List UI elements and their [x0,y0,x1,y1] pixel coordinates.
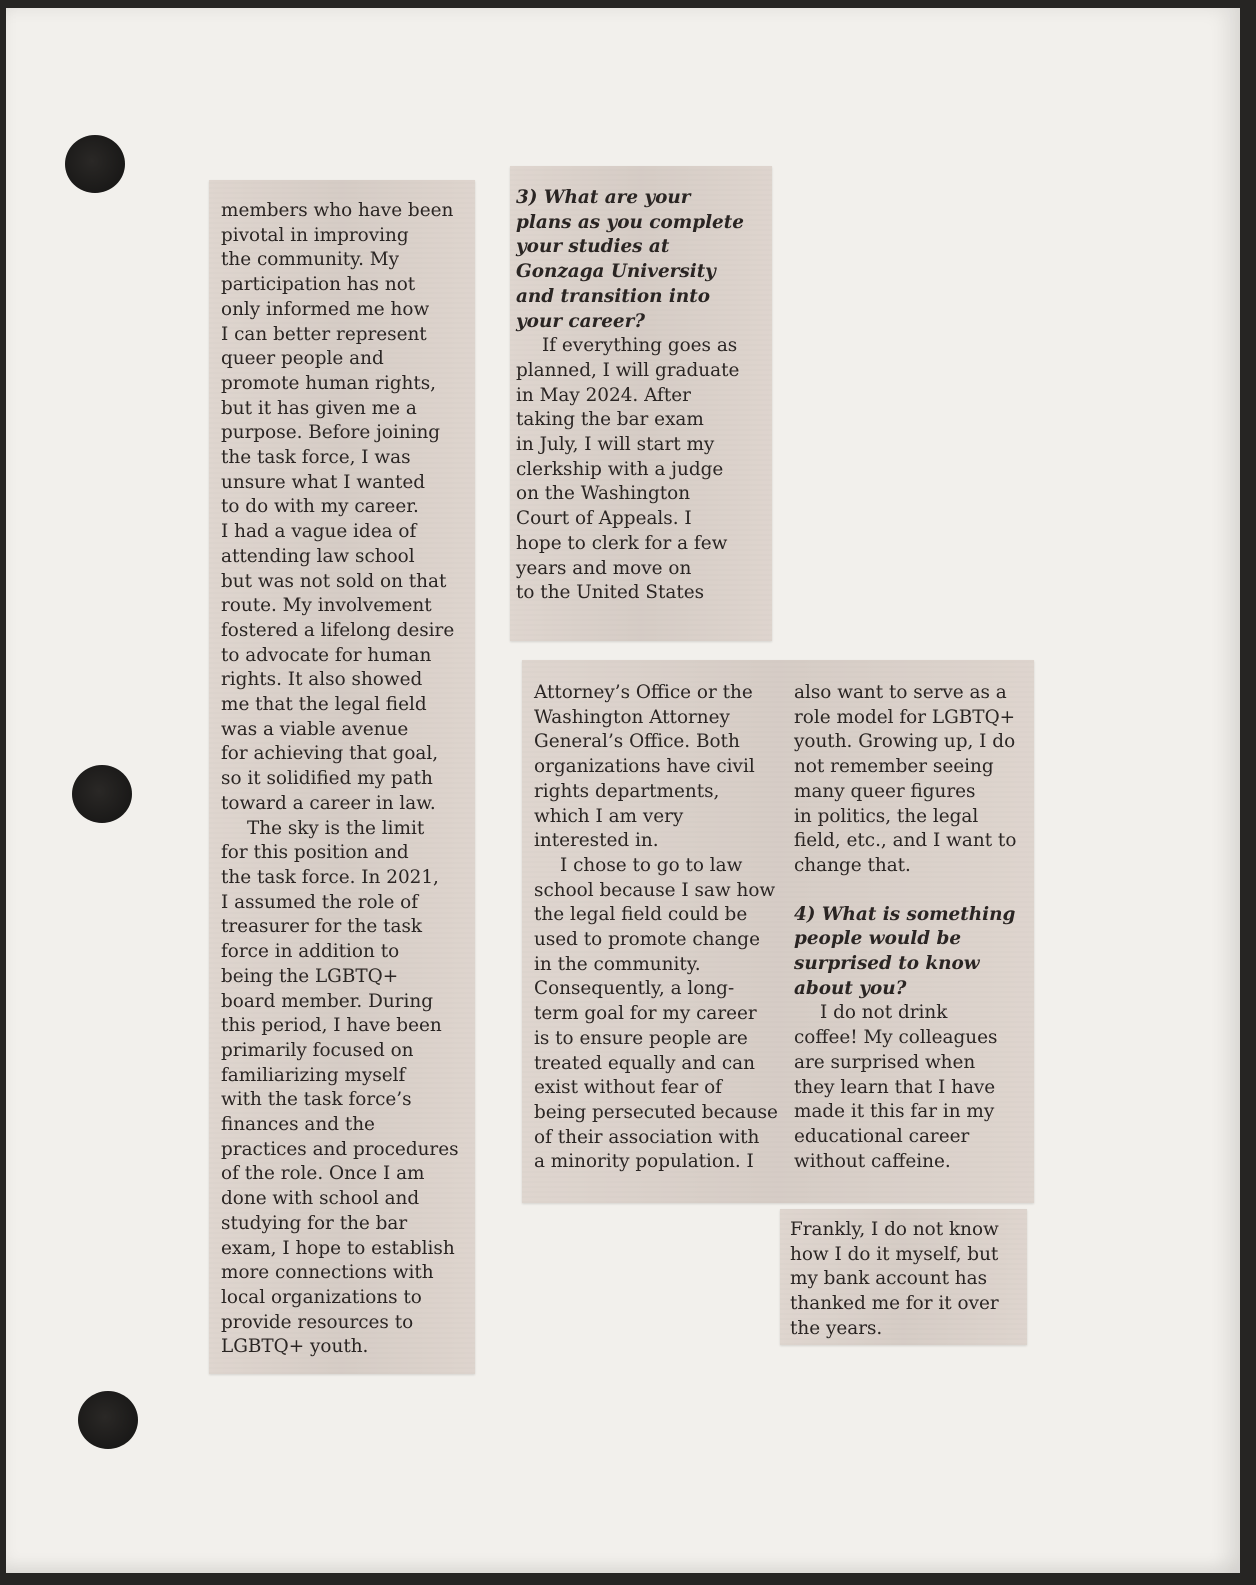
scrapbook-page [6,8,1240,1573]
question-heading: 3) What are your plans as you complete your studies at Gonzaga University and transition into your career? [516,187,744,332]
clipping-two-columns [522,660,1034,1203]
article-paragraph: also want to serve as a role model for LGBTQ+ youth. Growing up, I do not remember seeing many queer figures in politics, the legal field, etc., and I want to change that. [794,682,1017,876]
article-paragraph: Attorney’s Office or the Washington Attorney General’s Office. Both organizations have civil rights departments, which I am very interested in. [534,682,755,852]
question-heading: 4) What is something people would be surprised to know about you? [794,903,1016,999]
binder-hole-top [65,135,125,193]
binder-hole-bottom [78,1391,138,1449]
clipping-bottom-right [780,1209,1027,1345]
article-paragraph: If everything goes as planned, I will graduate in May 2024. After taking the bar exam in July, I will start my clerkship with a judge on the Washington Court of Appeals. I hope to clerk for a few years and move on to the United States [516,335,740,604]
binder-hole-middle [72,765,132,823]
article-paragraph: The sky is the limit for this position and the task force. In 2021, I assumed the role of treasurer for the task force in addition to being the LGBTQ+ board member. During this period, I have been primarily focused on familiarizing myself with the task force’s finances and the practices and procedures of the role. Once I am done with school and studying for the bar exam, I hope to establish more connections with local organizations to provide resources to LGBTQ+ youth. [221,817,459,1358]
article-paragraph: Frankly, I do not know how I do it myself, but my bank account has thanked me for it over the years. [790,1219,999,1339]
article-paragraph: members who have been pivotal in improving the community. My participation has not only informed me how I can better represent queer people and promote human rights, but it has given me a purpose. Before joining the task force, I was unsure what I wanted to do with my career. I had a vague idea of attending law school but was not sold on that route. My involvement fostered a lifelong desire to advocate for human rights. It also showed me that the legal field was a viable avenue for achieving that goal, so it solidified my path toward a career in law. [221,200,455,814]
clipping-left-column [209,180,475,1374]
article-paragraph: I chose to go to law school because I saw how the legal field could be used to promote change in the community. Consequently, a long- term goal for my career is to ensure people are treated equally and can exist without fear of being persecuted because of their association with a minority population. I [534,854,778,1173]
article-paragraph: I do not drink coffee! My colleagues are surprised when they learn that I have made it this far in my educational career without caffeine. [794,1002,998,1172]
clipping-question-3 [510,166,772,641]
